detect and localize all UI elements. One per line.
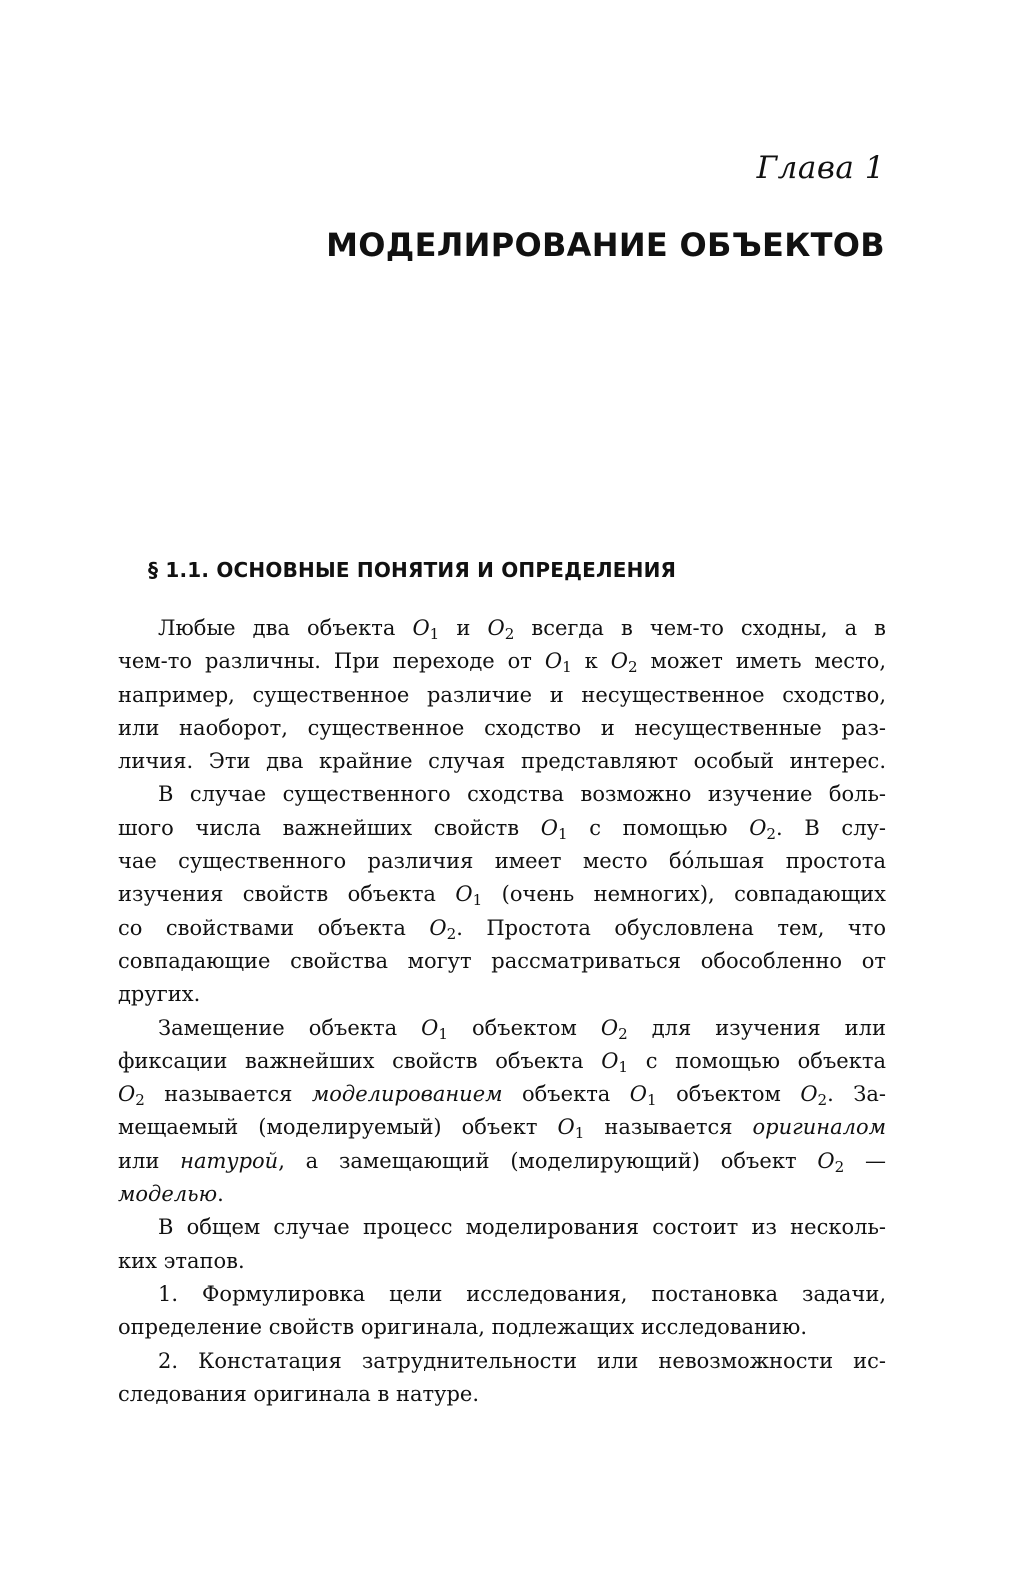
text-line: определение свойств оригинала, подлежащих исследованию. xyxy=(118,1315,808,1340)
text-line: чем-то различны. При переходе от $O_1$ к $O_2$ может иметь место, xyxy=(118,649,886,677)
paragraph-1 xyxy=(118,612,886,778)
term-original: оригиналом xyxy=(752,1115,886,1140)
text-line: В общем случае процесс моделирования состоит из несколь- xyxy=(158,1215,886,1240)
text-line: чае существенного различия имеет место бо́льшая простота xyxy=(118,849,886,874)
text-line: следования оригинала в натуре. xyxy=(118,1381,480,1406)
term-model: моделью xyxy=(118,1182,218,1207)
text-line: моделью. xyxy=(118,1182,224,1207)
text-line: шого числа важнейших свойств $O_1$ с помощью $O_2$. В слу- xyxy=(118,815,886,843)
section-title: § 1.1. ОСНОВНЫЕ ПОНЯТИЯ И ОПРЕДЕЛЕНИЯ xyxy=(148,558,677,582)
text-line: 1. Формулировка цели исследования, постановка задачи, xyxy=(158,1281,886,1306)
text-line: или натурой, а замещающий (моделирующий) объект $O_2$ — xyxy=(118,1148,886,1176)
paragraph-4 xyxy=(118,1211,886,1278)
text-line: других. xyxy=(118,982,201,1007)
text-line: личия. Эти два крайние случая представляют особый интерес. xyxy=(118,749,886,774)
paragraph-3 xyxy=(118,1012,886,1212)
text-line: например, существенное различие и несущественное сходство, xyxy=(118,682,886,707)
text-line: мещаемый (моделируемый) объект $O_1$ называется оригиналом xyxy=(118,1115,886,1143)
text-line: $O_2$ называется моделированием объекта $O_1$ объектом $O_2$. За- xyxy=(118,1082,886,1109)
text-line: совпадающие свойства могут рассматриваться обособленно от xyxy=(118,948,886,973)
chapter-label: Глава 1 xyxy=(756,150,885,186)
paragraph-6 xyxy=(118,1345,886,1412)
paragraph-2 xyxy=(118,778,886,1011)
text-line: или наоборот, существенное сходство и несущественные раз- xyxy=(118,715,886,740)
body-text xyxy=(118,612,886,1411)
paragraph-5 xyxy=(118,1278,886,1345)
text-line: В случае существенного сходства возможно изучение боль- xyxy=(158,782,886,807)
text-line: Любые два объекта $O_1$ и $O_2$ всегда в чем-то сходны, а в xyxy=(158,616,886,643)
text-line: изучения свойств объекта $O_1$ (очень немногих), совпадающих xyxy=(118,882,886,910)
text-line: со свойствами объекта $O_2$. Простота обусловлена тем, что xyxy=(118,915,886,943)
text-line: ких этапов. xyxy=(118,1248,245,1273)
text-line: фиксации важнейших свойств объекта $O_1$ с помощью объекта xyxy=(118,1048,886,1076)
term-natura: натурой xyxy=(180,1148,279,1173)
term-modelirovanie: моделированием xyxy=(311,1082,503,1107)
text-line: Замещение объекта $O_1$ объектом $O_2$ для изучения или xyxy=(158,1015,886,1043)
text-line: 2. Констатация затруднительности или невозможности ис- xyxy=(158,1348,886,1373)
chapter-title: МОДЕЛИРОВАНИЕ ОБЪЕКТОВ xyxy=(326,226,885,264)
